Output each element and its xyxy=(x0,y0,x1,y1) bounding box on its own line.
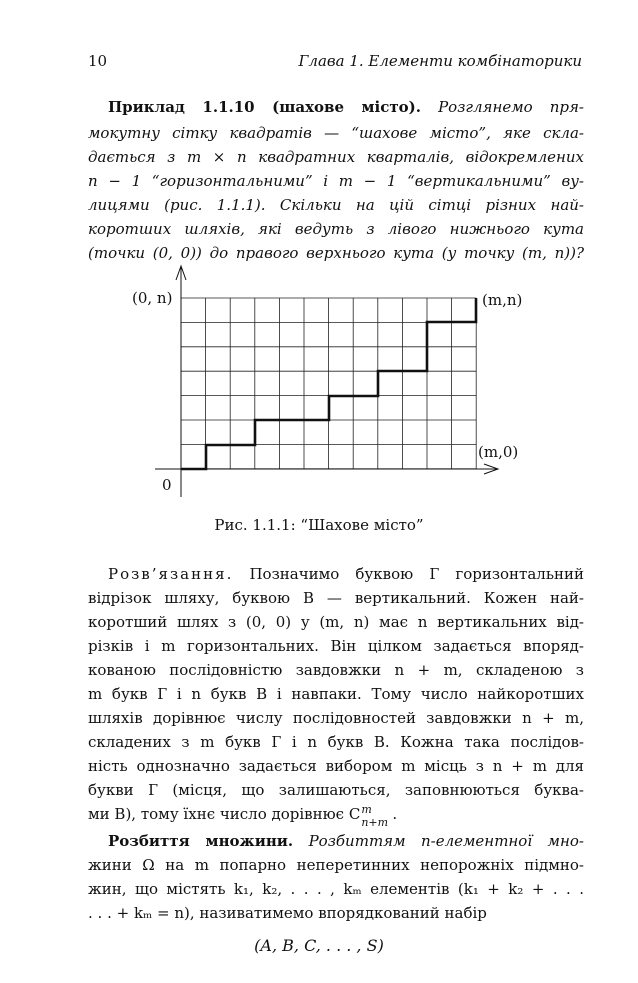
partition-line-0 xyxy=(88,831,584,851)
solution-line-9: букви Г (місця, що залишаються, заповнюються буква- xyxy=(88,781,584,799)
example-line-4: лицями (рис. 1.1.1). Скільки на цій сітці різних най- xyxy=(88,196,584,214)
example-label: Приклад 1.1.10 (шахове місто). xyxy=(108,98,421,116)
partition-line-3: . . . + kₘ = n), називатимемо впорядкований набір xyxy=(88,904,487,922)
solution-line-7: складених з m букв Г і n букв В. Кожна така послідов- xyxy=(88,733,584,751)
solution-line-6: шляхів дорівнює числу послідовностей завдовжки n + m, xyxy=(88,709,584,727)
label-bottom-right: (m,0) xyxy=(478,443,519,461)
solution-period: . xyxy=(392,805,398,823)
partition-formula: (A, B, C, . . . , S) xyxy=(254,936,384,955)
example-text-0: Розглянемо пря- xyxy=(438,98,585,116)
solution-line-4: кованою послідовністю завдовжки n + m, складеною з xyxy=(88,661,584,679)
example-line-2: дається з m × n квадратних кварталів, відокремлених xyxy=(88,148,584,166)
binomial-indices xyxy=(360,803,392,829)
chapter-title: Глава 1. Елементи комбінаторики xyxy=(298,52,582,70)
solution-label: Розв’язання. xyxy=(108,565,234,583)
binomial-sup: m xyxy=(361,803,372,816)
label-top-right: (m,n) xyxy=(482,291,523,309)
partition-line-2: жин, що містять k₁, k₂, . . . , kₘ елементів (k₁ + k₂ + . . . xyxy=(88,880,584,898)
solution-line-8: ність однозначно задається вибором m місць з n + m для xyxy=(88,757,584,775)
page-number: 10 xyxy=(88,52,108,70)
partition-text-0: Розбиттям n-елементної мно- xyxy=(308,832,584,850)
solution-line-2: коротший шлях з (0, 0) у (m, n) має n вертикальних від- xyxy=(88,613,584,631)
example-line-1: мокутну сітку квадратів — “шахове місто”, яке скла- xyxy=(88,124,584,142)
label-top-left: (0, n) xyxy=(132,289,173,307)
solution-line-5: m букв Г і n букв В і навпаки. Тому число найкоротших xyxy=(88,685,584,703)
solution-line-1: відрізок шляху, буквою В — вертикальний. Кожен най- xyxy=(88,589,584,607)
solution-text-10: ми В), тому їхнє число дорівнює C xyxy=(88,805,361,823)
figure-caption: Рис. 1.1.1: “Шахове місто” xyxy=(214,516,424,534)
solution-line-10 xyxy=(88,803,584,829)
example-line-6: (точки (0, 0)) до правого верхнього кута (у точку (m, n))? xyxy=(88,244,584,262)
example-line-3: n − 1 “горизонтальними” і m − 1 “вертикальними” ву- xyxy=(88,172,584,190)
solution-text-0: Позначимо буквою Г горизонтальний xyxy=(249,565,584,583)
label-origin: 0 xyxy=(162,476,172,494)
solution-line-3: різків і m горизонтальних. Він цілком задається впоряд- xyxy=(88,637,584,655)
partition-label: Розбиття множини. xyxy=(108,832,294,850)
example-line-5: коротших шляхів, які ведуть з лівого нижнього кута xyxy=(88,220,584,238)
solution-line-0 xyxy=(88,564,584,584)
partition-line-1: жини Ω на m попарно неперетинних непорожніх підмно- xyxy=(88,856,584,874)
binomial-sub: n+m xyxy=(361,816,389,829)
grid xyxy=(181,298,476,469)
